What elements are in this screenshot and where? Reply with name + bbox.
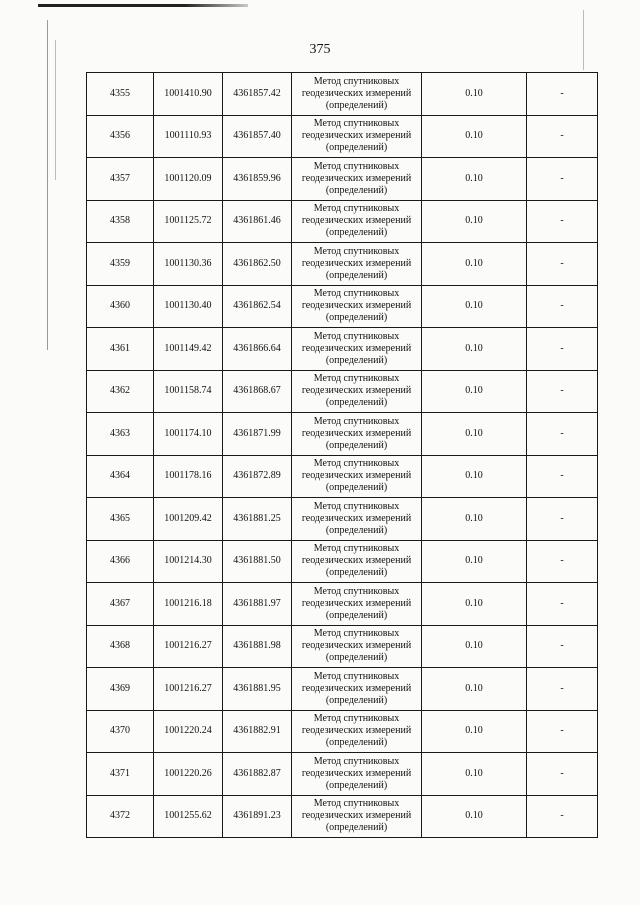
table-row (87, 413, 598, 456)
table-row (87, 158, 598, 201)
x-coordinate-cell: 1001174.10 (154, 413, 223, 456)
table-row (87, 583, 598, 626)
y-coordinate-cell: 4361861.46 (223, 200, 292, 243)
y-coordinate-cell: 4361859.96 (223, 158, 292, 201)
x-coordinate-cell: 1001130.36 (154, 243, 223, 286)
scan-artifact-top (38, 4, 248, 7)
scan-artifact-left-2 (55, 40, 56, 180)
table-row (87, 285, 598, 328)
table-row (87, 200, 598, 243)
precision-cell: 0.10 (422, 583, 527, 626)
description-cell: - (527, 795, 598, 838)
x-coordinate-cell: 1001110.93 (154, 115, 223, 158)
description-cell: - (527, 540, 598, 583)
y-coordinate-cell: 4361857.40 (223, 115, 292, 158)
point-number-cell: 4368 (87, 625, 154, 668)
description-cell: - (527, 710, 598, 753)
table-row (87, 795, 598, 838)
point-number-cell: 4372 (87, 795, 154, 838)
y-coordinate-cell: 4361891.23 (223, 795, 292, 838)
table-row (87, 540, 598, 583)
y-coordinate-cell: 4361881.50 (223, 540, 292, 583)
x-coordinate-cell: 1001209.42 (154, 498, 223, 541)
point-number-cell: 4359 (87, 243, 154, 286)
point-number-cell: 4370 (87, 710, 154, 753)
method-cell: Метод спутниковых геодезических измерений (определений) (292, 668, 422, 711)
method-cell: Метод спутниковых геодезических измерений (определений) (292, 115, 422, 158)
description-cell: - (527, 370, 598, 413)
precision-cell: 0.10 (422, 540, 527, 583)
table-row (87, 328, 598, 371)
table-row (87, 370, 598, 413)
table-row (87, 710, 598, 753)
y-coordinate-cell: 4361866.64 (223, 328, 292, 371)
precision-cell: 0.10 (422, 413, 527, 456)
x-coordinate-cell: 1001220.24 (154, 710, 223, 753)
method-cell: Метод спутниковых геодезических измерений (определений) (292, 413, 422, 456)
table-row (87, 625, 598, 668)
table-row (87, 115, 598, 158)
point-number-cell: 4360 (87, 285, 154, 328)
description-cell: - (527, 753, 598, 796)
point-number-cell: 4361 (87, 328, 154, 371)
y-coordinate-cell: 4361868.67 (223, 370, 292, 413)
table-row (87, 498, 598, 541)
coordinates-table (86, 72, 598, 838)
page-number: 375 (309, 42, 331, 57)
description-cell: - (527, 200, 598, 243)
method-cell: Метод спутниковых геодезических измерений (определений) (292, 625, 422, 668)
description-cell: - (527, 455, 598, 498)
point-number-cell: 4356 (87, 115, 154, 158)
precision-cell: 0.10 (422, 370, 527, 413)
precision-cell: 0.10 (422, 243, 527, 286)
method-cell: Метод спутниковых геодезических измерений (определений) (292, 370, 422, 413)
method-cell: Метод спутниковых геодезических измерений (определений) (292, 583, 422, 626)
x-coordinate-cell: 1001216.27 (154, 625, 223, 668)
y-coordinate-cell: 4361881.95 (223, 668, 292, 711)
method-cell: Метод спутниковых геодезических измерений (определений) (292, 795, 422, 838)
x-coordinate-cell: 1001125.72 (154, 200, 223, 243)
method-cell: Метод спутниковых геодезических измерений (определений) (292, 285, 422, 328)
description-cell: - (527, 498, 598, 541)
description-cell: - (527, 328, 598, 371)
description-cell: - (527, 668, 598, 711)
method-cell: Метод спутниковых геодезических измерений (определений) (292, 328, 422, 371)
method-cell: Метод спутниковых геодезических измерений (определений) (292, 498, 422, 541)
precision-cell: 0.10 (422, 753, 527, 796)
table-row (87, 243, 598, 286)
precision-cell: 0.10 (422, 668, 527, 711)
y-coordinate-cell: 4361881.25 (223, 498, 292, 541)
point-number-cell: 4363 (87, 413, 154, 456)
x-coordinate-cell: 1001214.30 (154, 540, 223, 583)
x-coordinate-cell: 1001216.18 (154, 583, 223, 626)
precision-cell: 0.10 (422, 498, 527, 541)
x-coordinate-cell: 1001130.40 (154, 285, 223, 328)
scan-artifact-left (47, 20, 48, 350)
point-number-cell: 4371 (87, 753, 154, 796)
y-coordinate-cell: 4361871.99 (223, 413, 292, 456)
precision-cell: 0.10 (422, 625, 527, 668)
method-cell: Метод спутниковых геодезических измерений (определений) (292, 753, 422, 796)
point-number-cell: 4362 (87, 370, 154, 413)
description-cell: - (527, 413, 598, 456)
point-number-cell: 4355 (87, 73, 154, 116)
method-cell: Метод спутниковых геодезических измерений (определений) (292, 243, 422, 286)
x-coordinate-cell: 1001158.74 (154, 370, 223, 413)
point-number-cell: 4369 (87, 668, 154, 711)
x-coordinate-cell: 1001120.09 (154, 158, 223, 201)
x-coordinate-cell: 1001149.42 (154, 328, 223, 371)
precision-cell: 0.10 (422, 158, 527, 201)
description-cell: - (527, 285, 598, 328)
precision-cell: 0.10 (422, 710, 527, 753)
point-number-cell: 4358 (87, 200, 154, 243)
description-cell: - (527, 158, 598, 201)
x-coordinate-cell: 1001255.62 (154, 795, 223, 838)
x-coordinate-cell: 1001410.90 (154, 73, 223, 116)
point-number-cell: 4365 (87, 498, 154, 541)
description-cell: - (527, 583, 598, 626)
coordinates-table-body (87, 73, 598, 838)
precision-cell: 0.10 (422, 200, 527, 243)
y-coordinate-cell: 4361881.98 (223, 625, 292, 668)
method-cell: Метод спутниковых геодезических измерений (определений) (292, 710, 422, 753)
table-row (87, 753, 598, 796)
y-coordinate-cell: 4361862.54 (223, 285, 292, 328)
method-cell: Метод спутниковых геодезических измерений (определений) (292, 540, 422, 583)
description-cell: - (527, 243, 598, 286)
description-cell: - (527, 115, 598, 158)
point-number-cell: 4357 (87, 158, 154, 201)
method-cell: Метод спутниковых геодезических измерений (определений) (292, 73, 422, 116)
method-cell: Метод спутниковых геодезических измерений (определений) (292, 158, 422, 201)
description-cell: - (527, 73, 598, 116)
point-number-cell: 4364 (87, 455, 154, 498)
precision-cell: 0.10 (422, 795, 527, 838)
y-coordinate-cell: 4361862.50 (223, 243, 292, 286)
method-cell: Метод спутниковых геодезических измерений (определений) (292, 455, 422, 498)
method-cell: Метод спутниковых геодезических измерений (определений) (292, 200, 422, 243)
precision-cell: 0.10 (422, 285, 527, 328)
precision-cell: 0.10 (422, 73, 527, 116)
y-coordinate-cell: 4361882.87 (223, 753, 292, 796)
point-number-cell: 4366 (87, 540, 154, 583)
y-coordinate-cell: 4361882.91 (223, 710, 292, 753)
precision-cell: 0.10 (422, 115, 527, 158)
y-coordinate-cell: 4361881.97 (223, 583, 292, 626)
y-coordinate-cell: 4361857.42 (223, 73, 292, 116)
table-row (87, 73, 598, 116)
point-number-cell: 4367 (87, 583, 154, 626)
x-coordinate-cell: 1001220.26 (154, 753, 223, 796)
x-coordinate-cell: 1001178.16 (154, 455, 223, 498)
y-coordinate-cell: 4361872.89 (223, 455, 292, 498)
x-coordinate-cell: 1001216.27 (154, 668, 223, 711)
table-row (87, 668, 598, 711)
description-cell: - (527, 625, 598, 668)
precision-cell: 0.10 (422, 455, 527, 498)
table-row (87, 455, 598, 498)
scan-artifact-right (583, 10, 584, 70)
precision-cell: 0.10 (422, 328, 527, 371)
